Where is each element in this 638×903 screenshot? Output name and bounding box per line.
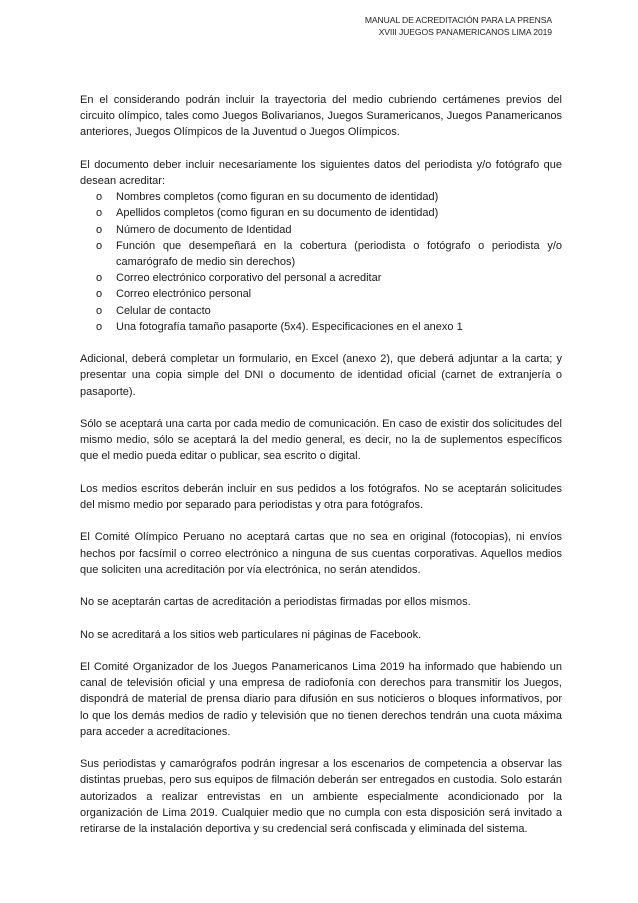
paragraph-required-data-intro: El documento deber incluir necesariamente los siguientes datos del periodista y/o fotógrafo que desean acreditar: bbox=[80, 158, 562, 187]
bullet-marker: o bbox=[96, 223, 103, 236]
list-item-text: Apellidos completos (como figuran en su documento de identidad) bbox=[116, 207, 439, 220]
bullet-marker: o bbox=[96, 239, 103, 252]
list-item bbox=[80, 319, 562, 335]
list-item bbox=[80, 270, 562, 286]
list-item bbox=[80, 286, 562, 302]
paragraph-self-signed: No se aceptarán cartas de acreditación a periodistas firmadas por ellos mismos. bbox=[80, 596, 471, 609]
list-item-text: Número de documento de Identidad bbox=[116, 223, 292, 236]
bullet-marker: o bbox=[96, 320, 103, 333]
list-item-text: Una fotografía tamaño pasaporte (5x4). Especificaciones en el anexo 1 bbox=[116, 320, 463, 333]
paragraph-excel-form: Adicional, deberá completar un formulario, en Excel (anexo 2), que deberá adjuntar a la carta; y presentar una copia simple del DNI o documento de identidad oficial (carnet de extranjería o pasaporte). bbox=[80, 353, 562, 398]
header-subtitle: XVIII JUEGOS PANAMERICANOS LIMA 2019 bbox=[378, 27, 552, 37]
paragraph-written-media: Los medios escritos deberán incluir en sus pedidos a los fotógrafos. No se aceptarán solicitudes del mismo medio por separado para periodistas y otra para fotógrafos. bbox=[80, 482, 562, 512]
list-item-text: Celular de contacto bbox=[116, 304, 211, 317]
list-item bbox=[80, 303, 562, 319]
paragraph-considerando: En el considerando podrán incluir la trayectoria del medio cubriendo certámenes previos del circuito olímpico, tales como Juegos Bolivarianos, Juegos Suramericanos, Juegos Panamericanos anteriores, Juegos Olímpicos de la Juventud o Juegos Olímpicos. bbox=[80, 94, 562, 139]
paragraph-camera-crews: Sus periodistas y camarógrafos podrán ingresar a los escenarios de competencia a observar las distintas pruebas, pero sus equipos de filmación deberán ser entregados en custodia. Solo estarán autorizados a realizar entrevistas en un ambiente especialmente acondicionado por la organización de Lima 2019. Cualquier medio que no cumpla con esta disposición será invitado a retirarse de la instalación deportiva y su credencial será confiscada y eliminada del sistema. bbox=[80, 758, 562, 835]
list-item bbox=[80, 238, 562, 270]
document-body bbox=[80, 92, 562, 853]
list-item bbox=[80, 222, 562, 238]
list-item-text: Correo electrónico corporativo del personal a acreditar bbox=[116, 272, 382, 285]
required-data-list bbox=[80, 189, 562, 335]
list-item bbox=[80, 205, 562, 221]
bullet-marker: o bbox=[96, 207, 103, 220]
bullet-marker: o bbox=[96, 288, 103, 301]
paragraph-one-letter-per-media: Sólo se aceptará una carta por cada medio de comunicación. En caso de existir dos solicitudes del mismo medio, sólo se aceptará la del medio general, es decir, no la de suplementos específicos que el medio pueda editar o publicar, sea escrito o digital. bbox=[80, 418, 562, 463]
list-item-text: Nombres completos (como figuran en su documento de identidad) bbox=[116, 191, 439, 204]
paragraph-websites: No se acreditará a los sitios web particulares ni páginas de Facebook. bbox=[80, 628, 422, 641]
header-title: MANUAL DE ACREDITACIÓN PARA LA PRENSA bbox=[364, 15, 552, 25]
bullet-marker: o bbox=[96, 191, 103, 204]
list-item-text: Correo electrónico personal bbox=[116, 288, 252, 301]
list-item-text: Función que desempeñará en la cobertura (periodista o fotógrafo o periodista y/o camarógrafo de medio sin derechos) bbox=[116, 239, 562, 269]
list-item bbox=[80, 189, 562, 205]
paragraph-original-letters: El Comité Olímpico Peruano no aceptará cartas que no sea en original (fotocopias), ni envíos hechos por facsímil o correo electrónico a ninguna de sus cuentas corporativas. Aquellos medios que soliciten una acreditación por vía electrónica, no serán atendidos. bbox=[80, 531, 562, 576]
bullet-marker: o bbox=[96, 304, 103, 317]
page-header bbox=[365, 14, 552, 38]
bullet-marker: o bbox=[96, 272, 103, 285]
paragraph-broadcast-rights: El Comité Organizador de los Juegos Panamericanos Lima 2019 ha informado que habiendo un canal de televisión oficial y una empresa de radiofonía con derechos para transmitir los Juegos, dispondrá de material de prensa diario para difusión en sus noticieros o bloques informativos, por lo que los demás medios de radio y televisión que no tienen derechos tendrán una cuota máxima para acceder a acreditaciones. bbox=[80, 660, 562, 738]
